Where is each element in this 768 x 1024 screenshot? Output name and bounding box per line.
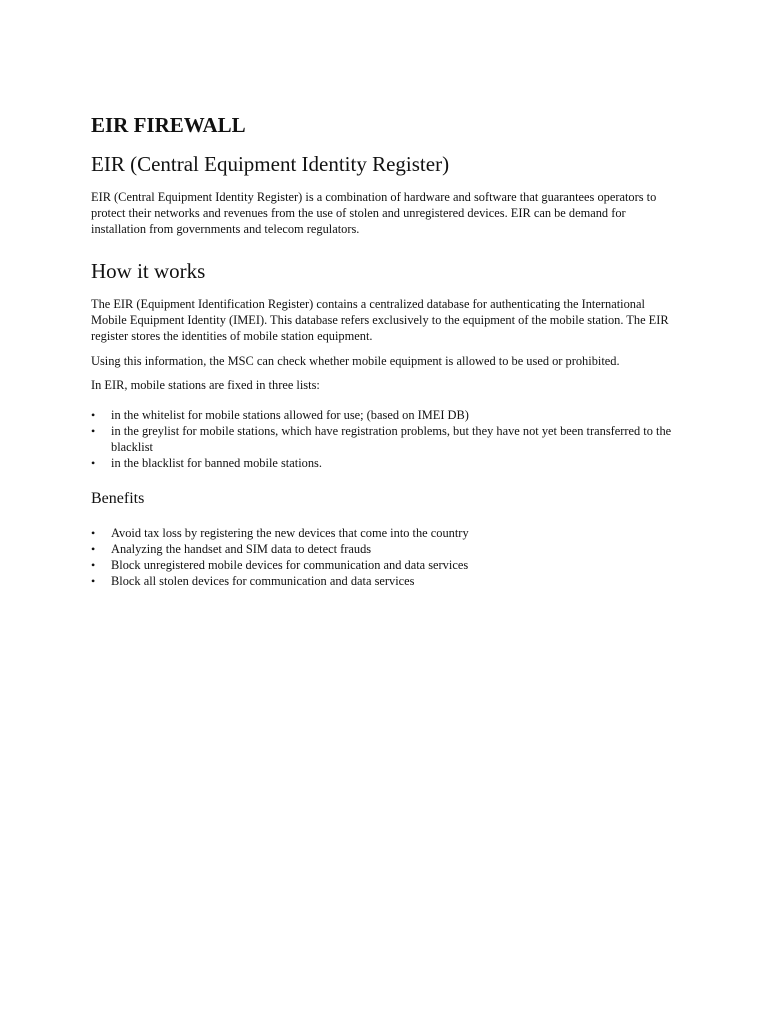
list-item-text: in the greylist for mobile stations, which have registration problems, but they have not yet been transferred to the blacklist	[111, 424, 672, 454]
bullet-icon: •	[91, 573, 96, 588]
bullet-icon: •	[91, 408, 96, 423]
paragraph-msc-check: Using this information, the MSC can check whether mobile equipment is allowed to be used or prohibited.	[91, 353, 620, 368]
bullet-icon: •	[91, 542, 96, 557]
section-benefits	[91, 489, 680, 589]
benefits-list	[91, 526, 680, 589]
section-eir-overview	[91, 151, 680, 237]
bullet-icon: •	[91, 526, 96, 541]
section-heading-how-it-works: How it works	[91, 259, 206, 284]
list-item	[91, 456, 680, 472]
list-item	[91, 558, 680, 574]
bullet-icon: •	[91, 455, 96, 470]
bullet-icon: •	[91, 424, 96, 439]
list-item-text: Analyzing the handset and SIM data to detect frauds	[111, 542, 372, 557]
paragraph-eir-overview: EIR (Central Equipment Identity Register) is a combination of hardware and software that guarantees operators to protect their networks and revenues from the use of stolen and unregistered devices. EIR can be demand for installation from governments and telecom regulators.	[91, 189, 657, 237]
list-item	[91, 408, 680, 424]
section-heading-eir: EIR (Central Equipment Identity Register)	[91, 152, 450, 177]
bullet-icon: •	[91, 557, 96, 572]
list-item-text: Block all stolen devices for communication and data services	[111, 573, 415, 588]
list-item-text: in the blacklist for banned mobile stations.	[111, 455, 322, 470]
paragraph-three-lists: In EIR, mobile stations are fixed in three lists:	[91, 377, 320, 392]
list-item-text: Avoid tax loss by registering the new devices that come into the country	[111, 526, 469, 541]
document-title: EIR FIREWALL	[91, 113, 246, 137]
list-item-text: Block unregistered mobile devices for communication and data services	[111, 557, 469, 572]
list-item	[91, 574, 680, 590]
list-item	[91, 424, 680, 456]
list-item	[91, 542, 680, 558]
eir-lists	[91, 408, 680, 471]
paragraph-imei-database: The EIR (Equipment Identification Register) contains a centralized database for authenticating the International Mobile Equipment Identity (IMEI). This database refers exclusively to the equipment of the mobile station. The EIR register stores the identities of mobile station equipment.	[91, 296, 669, 344]
section-how-it-works	[91, 258, 680, 471]
list-item-text: in the whitelist for mobile stations allowed for use; (based on IMEI DB)	[111, 408, 469, 423]
list-item	[91, 526, 680, 542]
section-heading-benefits: Benefits	[91, 490, 145, 508]
